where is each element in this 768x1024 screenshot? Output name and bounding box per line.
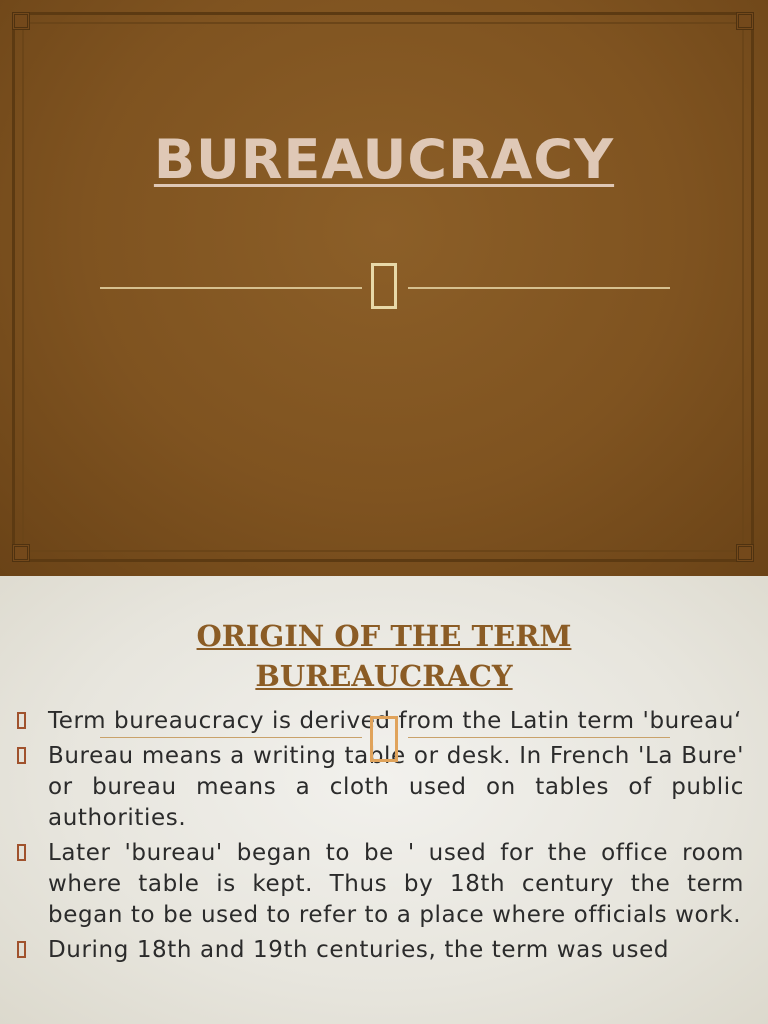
list-item <box>48 838 744 931</box>
divider-right <box>408 287 670 289</box>
list-item <box>48 935 744 966</box>
title-line-2: BUREAUCRACY <box>255 659 513 693</box>
content-slide-title <box>0 616 768 696</box>
bullet-text: Term bureaucracy is derived from the Latin term 'bureau‘ <box>48 708 742 734</box>
title-line-1: ORIGIN OF THE TERM <box>196 619 572 653</box>
frame-corner-top-left <box>12 12 30 30</box>
divider-left <box>100 287 362 289</box>
bullet-box-icon <box>17 747 26 764</box>
rectangle-ornament-icon <box>370 716 398 762</box>
bullet-box-icon <box>17 941 26 958</box>
slide-title: BUREAUCRACY <box>153 128 615 191</box>
bullet-text: Bureau means a writing table or desk. In French 'La Bure' or bureau means a cloth used on tables of public authorities. <box>48 743 744 831</box>
frame-corner-bottom-right <box>736 544 754 562</box>
bullet-text: Later 'bureau' began to be ' used for the office room where table is kept. Thus by 18th century the term began to be used to refer to a place where officials work. <box>48 840 744 928</box>
bullet-text: During 18th and 19th centuries, the term was used <box>48 937 670 963</box>
bullet-box-icon <box>17 712 26 729</box>
bullet-box-icon <box>17 844 26 861</box>
frame-corner-bottom-left <box>12 544 30 562</box>
frame-corner-top-right <box>736 12 754 30</box>
content-slide <box>0 576 768 1024</box>
rectangle-ornament-icon <box>371 263 397 309</box>
